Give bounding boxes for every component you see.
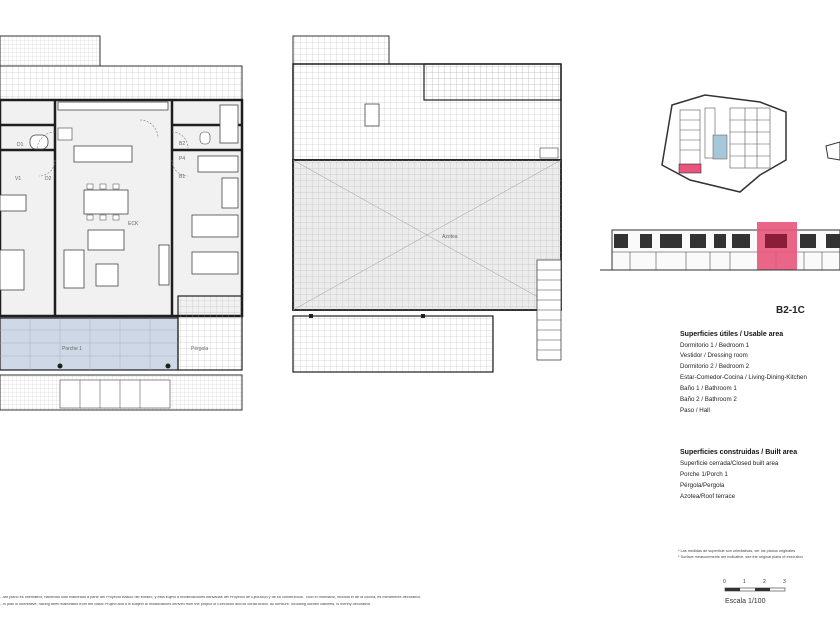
room-label-azotea: Azotea [442, 234, 458, 240]
usable-item: Paso / Hall [680, 407, 710, 414]
disclaimer-es: ...ste plano es orientativo, habiendo sido elaborado a partir del Proyecto Básico del edificio, y está sujeto a modificaciones derivadas del Proyecto de Ejecución y de su construcción. Todo el mobiliario, incluido el de la cocina, es meramente decorativo. [0, 596, 422, 599]
unit-code: B2-1C [776, 305, 805, 316]
scale-tick: 3 [783, 579, 786, 585]
disclaimer-en: ...is plan is orientative, having been elaborated from the Basic Project and it is subject to modifications derived from the project of Execution and its construction. All furniture, including kitchen cabinets, is merely decorative. [0, 603, 372, 606]
room-label-d2: D2 [45, 176, 52, 182]
usable-item: Estar-Comedor-Cocina / Living-Dining-Kitchen [680, 374, 807, 381]
built-area-header: Superficies construidas / Built area [680, 449, 798, 456]
room-label-porch: Porche 1 [62, 346, 83, 352]
room-label-b1: B1 [179, 174, 186, 180]
area-note: * Surface measurements are indicative, see the original plans of execution [678, 555, 803, 559]
usable-item: Dormitorio 2 / Bedroom 2 [680, 363, 750, 370]
usable-item: Vestidor / Dressing room [680, 352, 748, 359]
room-label-v1: V1 [15, 176, 22, 182]
room-label-p4: P4 [179, 156, 186, 162]
usable-item: Baño 2 / Bathroom 2 [680, 396, 737, 403]
room-label-pergola: Pérgola [191, 346, 209, 352]
built-item: Porche 1/Porch 1 [680, 471, 728, 478]
built-item: Superficie cerrada/Closed built area [680, 460, 779, 467]
room-label-ecl: ECK [128, 221, 139, 227]
built-item: Azotea/Roof terrace [680, 493, 736, 500]
usable-item: Baño 1 / Bathroom 1 [680, 385, 737, 392]
usable-item: Dormitorio 1 / Bedroom 1 [680, 342, 750, 349]
scale-label: Escala 1/100 [725, 598, 766, 605]
built-item: Pérgola/Pergola [680, 482, 725, 489]
area-note: * Las medidas de superficie son orientativas, ver los planos originales [678, 549, 796, 553]
usable-area-header: Superficies útiles / Usable area [680, 331, 784, 338]
room-label-d1: D1 [17, 142, 24, 148]
scale-tick: 0 [723, 579, 726, 585]
scale-tick: 1 [743, 579, 746, 585]
scale-tick: 2 [763, 579, 766, 585]
room-label-b2: B2 [179, 141, 186, 147]
elevation [0, 0, 840, 280]
